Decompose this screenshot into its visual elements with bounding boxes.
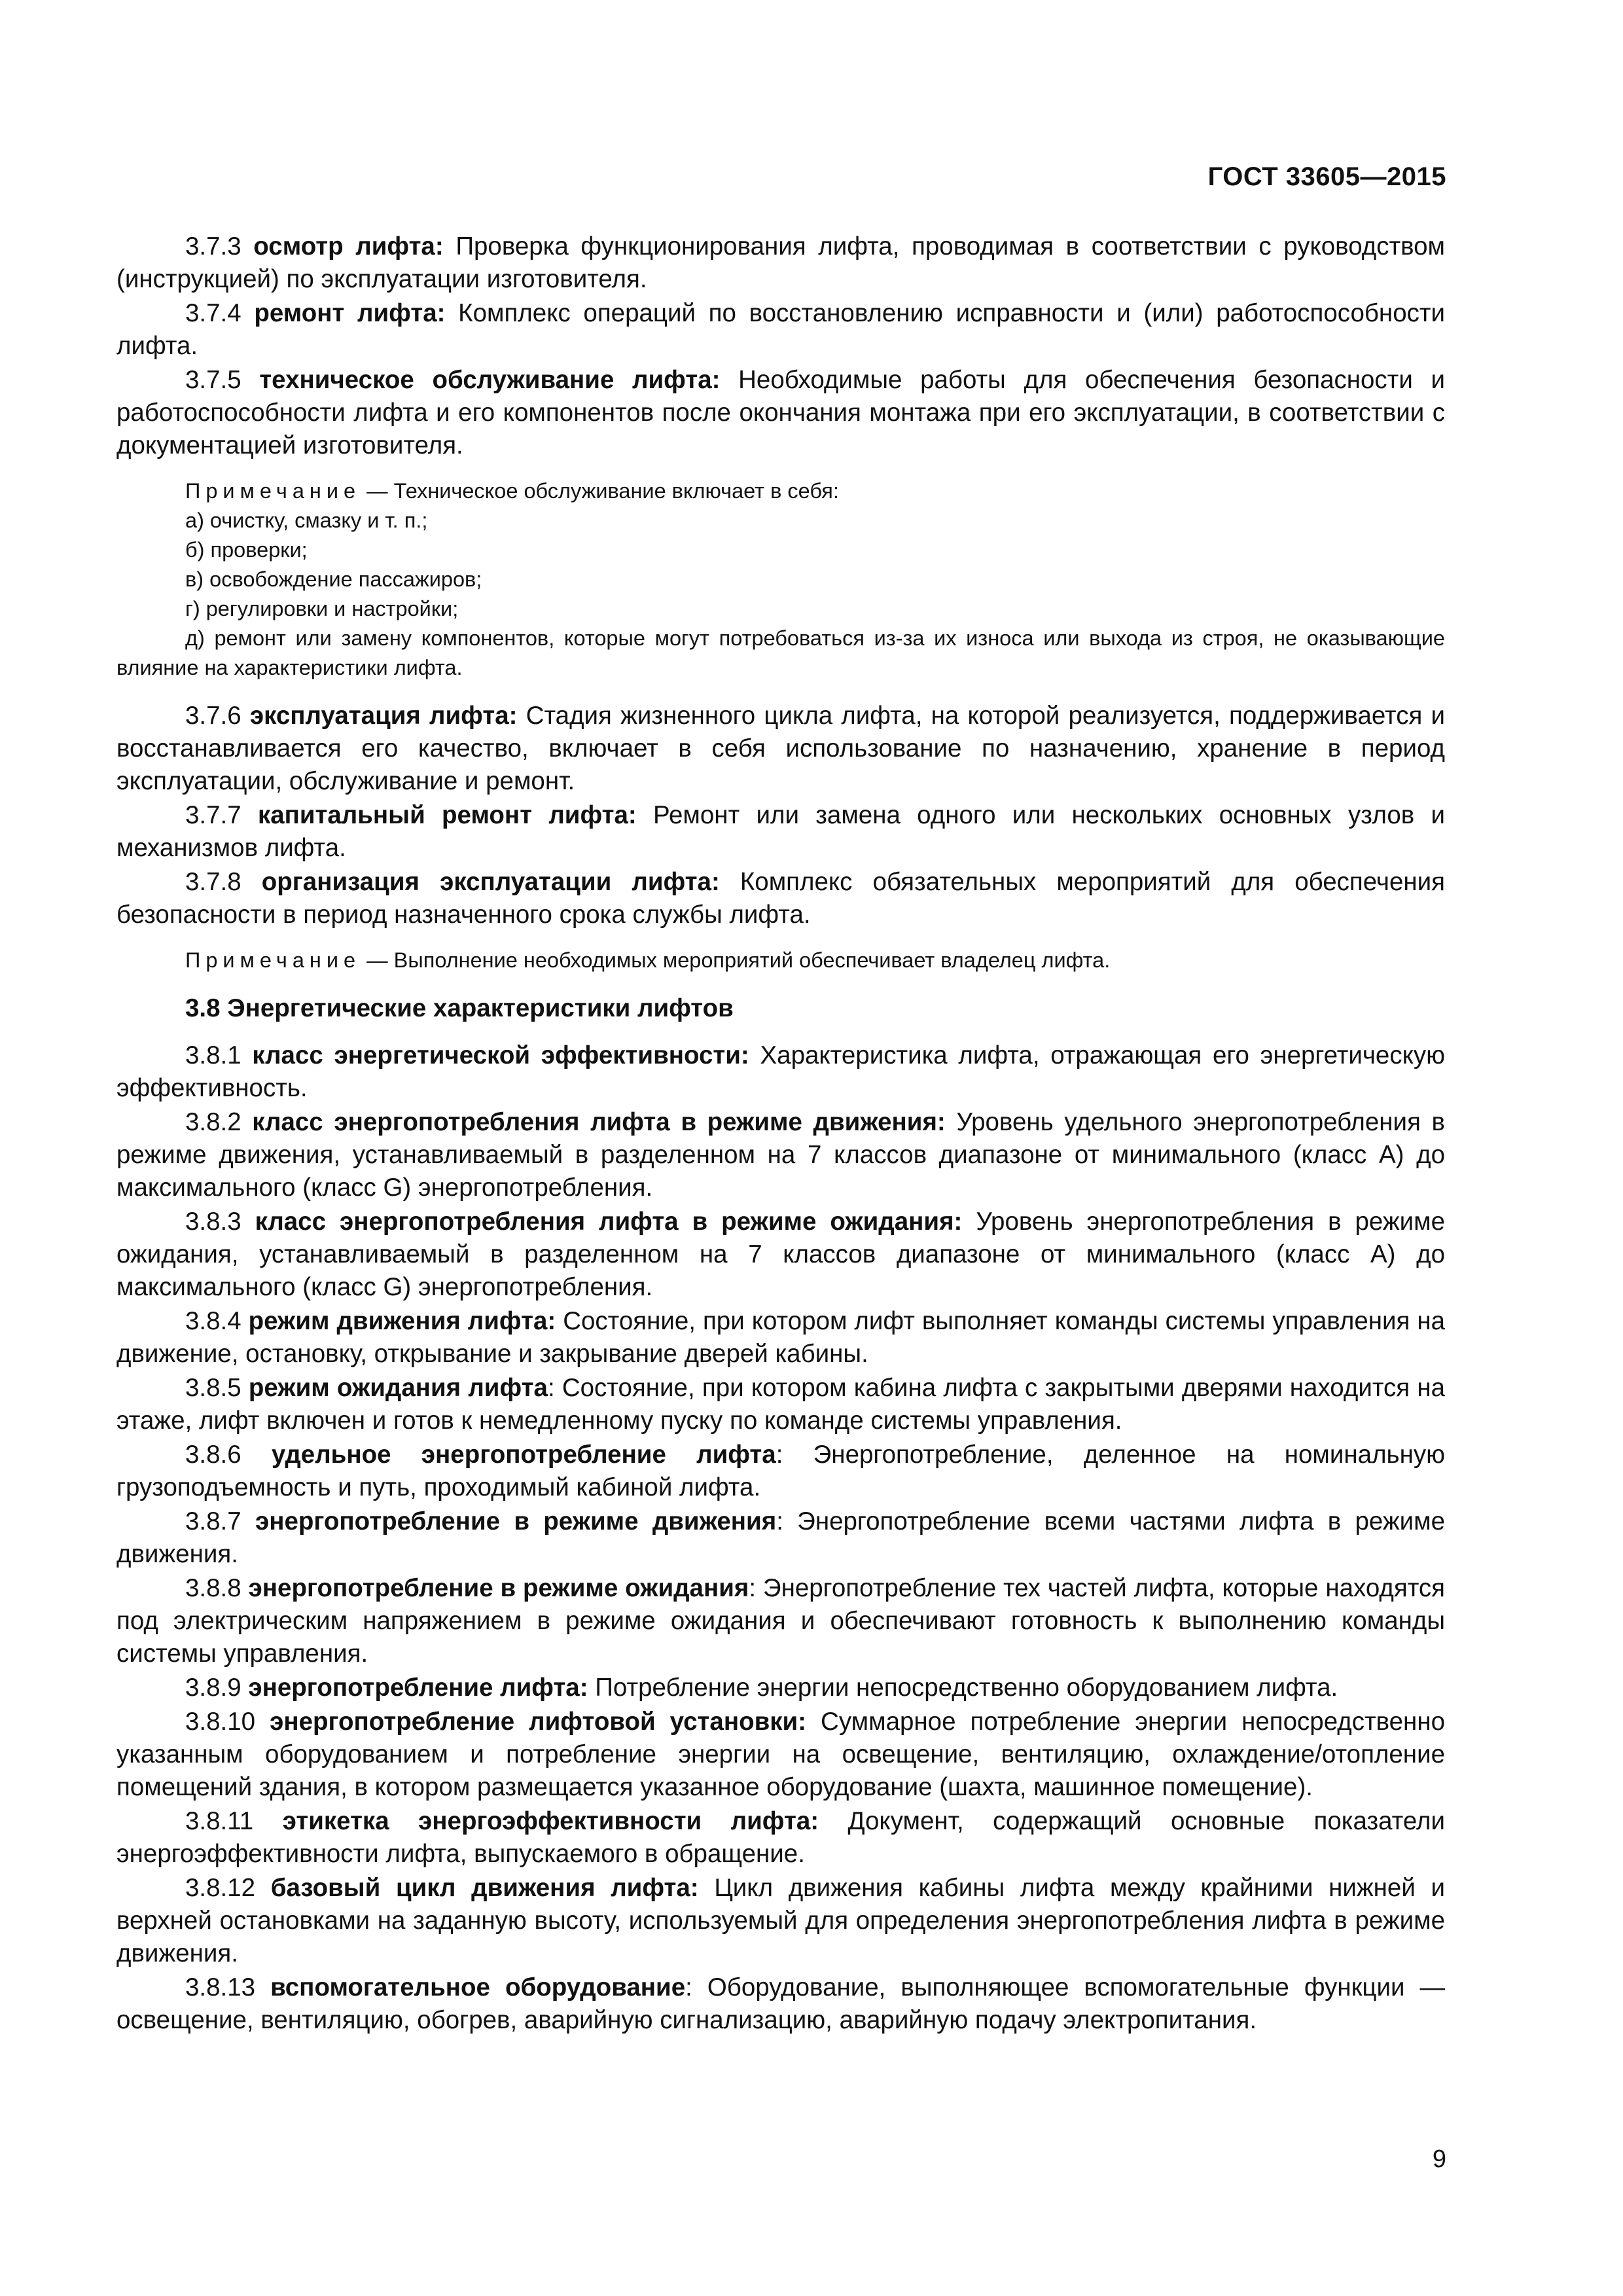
definition-paragraph: 3.8.13 вспомогательное оборудование: Оборудование, выполняющее вспомогательные функции — освещение, вентиляцию, обогрев, аварийную сигнализацию, аварийную подачу электропитания. (116, 1973, 1445, 2034)
note-list-item: б) проверки; (185, 538, 308, 562)
note-list-item: г) регулировки и настройки; (185, 597, 459, 620)
definition-paragraph: 3.7.7 капитальный ремонт лифта: Ремонт или замена одного или нескольких основных узлов и механизмов лифта. (116, 801, 1445, 862)
note-intro: Примечание — Техническое обслуживание включает в себя: (185, 479, 839, 503)
document-body (116, 230, 1445, 2038)
definition-paragraph: 3.8.5 режим ожидания лифта: Состояние, при котором кабина лифта с закрытыми дверями находится на этаже, лифт включен и готов к немедленному пуску по команде системы управления. (116, 1374, 1445, 1435)
definition-term: техническое обслуживание лифта: (259, 366, 721, 394)
definition-paragraph: 3.8.9 энергопотребление лифта: Потребление энергии непосредственно оборудованием лифта. (185, 1674, 1338, 1702)
section-heading: 3.8 Энергетические характеристики лифтов (185, 994, 734, 1022)
definition-paragraph: 3.7.6 эксплуатация лифта: Стадия жизненного цикла лифта, на которой реализуется, поддерживается и восстанавливается его качество, включает в себя использование по назначению, хранение в период эксплуатации, обслуживание и ремонт. (116, 702, 1445, 795)
definition-term: энергопотребление в режиме ожидания (248, 1574, 749, 1602)
definition-paragraph: 3.8.11 этикетка энергоэффективности лифта: Документ, содержащий основные показатели энергоэффективности лифта, выпускаемого в обращение. (116, 1807, 1445, 1868)
definition-term: энергопотребление в режиме движения (255, 1507, 777, 1535)
note-intro: Примечание — Выполнение необходимых мероприятий обеспечивает владелец лифта. (185, 948, 1111, 972)
definition-term: класс энергетической эффективности: (252, 1041, 749, 1069)
definition-term: энергопотребление лифтовой установки: (270, 1708, 807, 1736)
note-label: Примечание (185, 948, 361, 972)
note-list-item: д) ремонт или замену компонентов, которые могут потребоваться из-за их износа или выхода из строя, не оказывающие влияние на характеристики лифта. (116, 626, 1445, 679)
definition-paragraph: 3.8.10 энергопотребление лифтовой установки: Суммарное потребление энергии непосредственно указанным оборудованием и потребление энергии на освещение, вентиляцию, охлаждение/отопление помещений здания, в котором размещается указанное оборудование (шахта, машинное помещение). (116, 1708, 1445, 1801)
definition-term: энергопотребление лифта: (248, 1674, 588, 1702)
definition-paragraph: 3.8.2 класс энергопотребления лифта в режиме движения: Уровень удельного энергопотребления в режиме движения, устанавливаемый в разделенном на 7 классов диапазоне от минимального (класс А) до максимального (класс G) энергопотребления. (116, 1108, 1445, 1202)
definition-paragraph: 3.7.5 техническое обслуживание лифта: Необходимые работы для обеспечения безопасности и работоспособности лифта и его компонентов после окончания монтажа при его эксплуатации, в соответствии с документацией изготовителя. (116, 366, 1446, 459)
definition-paragraph: 3.7.4 ремонт лифта: Комплекс операций по восстановлению исправности и (или) работоспособности лифта. (116, 299, 1445, 360)
definitions-3-7-6-to-3-7-8 (116, 700, 1445, 931)
definition-term: вспомогательное оборудование (270, 1973, 686, 2001)
definition-paragraph: 3.8.8 энергопотребление в режиме ожидания: Энергопотребление тех частей лифта, которые находятся под электрическим напряжением в режиме ожидания и обеспечивают готовность к выполнению команды системы управления. (116, 1574, 1445, 1668)
note-owner (116, 946, 1445, 975)
definition-term: эксплуатация лифта: (249, 702, 518, 730)
definition-term: удельное энергопотребление лифта (271, 1441, 776, 1469)
document-header: ГОСТ 33605—2015 (1207, 162, 1446, 191)
definition-paragraph: 3.8.4 режим движения лифта: Состояние, при котором лифт выполняет команды системы управления на движение, остановку, открывание и закрывание дверей кабины. (116, 1307, 1445, 1368)
definition-term: класс энергопотребления лифта в режиме движения: (252, 1108, 946, 1136)
definition-paragraph: 3.8.7 энергопотребление в режиме движения: Энергопотребление всеми частями лифта в режиме движения. (116, 1507, 1445, 1568)
definition-term: ремонт лифта: (254, 299, 446, 327)
note-list-item: в) освобождение пассажиров; (185, 567, 482, 591)
page-number: 9 (1432, 2145, 1446, 2173)
definition-term: организация эксплуатации лифта: (261, 868, 720, 896)
definition-paragraph: 3.8.3 класс энергопотребления лифта в режиме ожидания: Уровень энергопотребления в режиме ожидания, устанавливаемый в разделенном на 7 классов диапазоне от минимального (класс А) до максимального (класс G) энергопотребления. (116, 1208, 1445, 1301)
definitions-3-8 (116, 1039, 1445, 2037)
definition-paragraph: 3.8.1 класс энергетической эффективности: Характеристика лифта, отражающая его энергетическую эффективность. (116, 1041, 1445, 1102)
note-maintenance (116, 476, 1445, 683)
definition-paragraph: 3.7.3 осмотр лифта: Проверка функционирования лифта, проводимая в соответствии с руководством (инструкцией) по эксплуатации изготовителя. (116, 232, 1446, 293)
definitions-3-7-3-to-3-7-5 (116, 230, 1445, 462)
definition-paragraph: 3.7.8 организация эксплуатации лифта: Комплекс обязательных мероприятий для обеспечения безопасности в период назначенного срока службы лифта. (116, 868, 1445, 929)
definition-term: осмотр лифта: (253, 232, 444, 260)
definition-term: класс энергопотребления лифта в режиме ожидания: (255, 1208, 963, 1236)
definition-paragraph: 3.8.6 удельное энергопотребление лифта: Энергопотребление, деленное на номинальную грузоподъемность и путь, проходимый кабиной лифта. (116, 1441, 1445, 1501)
note-label: Примечание (185, 479, 361, 503)
definition-term: режим движения лифта: (248, 1307, 556, 1335)
definition-term: капитальный ремонт лифта: (257, 801, 637, 829)
note-list-item: а) очистку, смазку и т. п.; (185, 509, 428, 532)
definition-term: базовый цикл движения лифта: (270, 1874, 699, 1902)
definition-term: этикетка энергоэффективности лифта: (282, 1807, 819, 1835)
definition-paragraph: 3.8.12 базовый цикл движения лифта: Цикл движения кабины лифта между крайними нижней и верхней остановками на заданную высоту, используемый для определения энергопотребления лифта в режиме движения. (116, 1874, 1446, 1967)
definition-term: режим ожидания лифта (248, 1374, 548, 1402)
